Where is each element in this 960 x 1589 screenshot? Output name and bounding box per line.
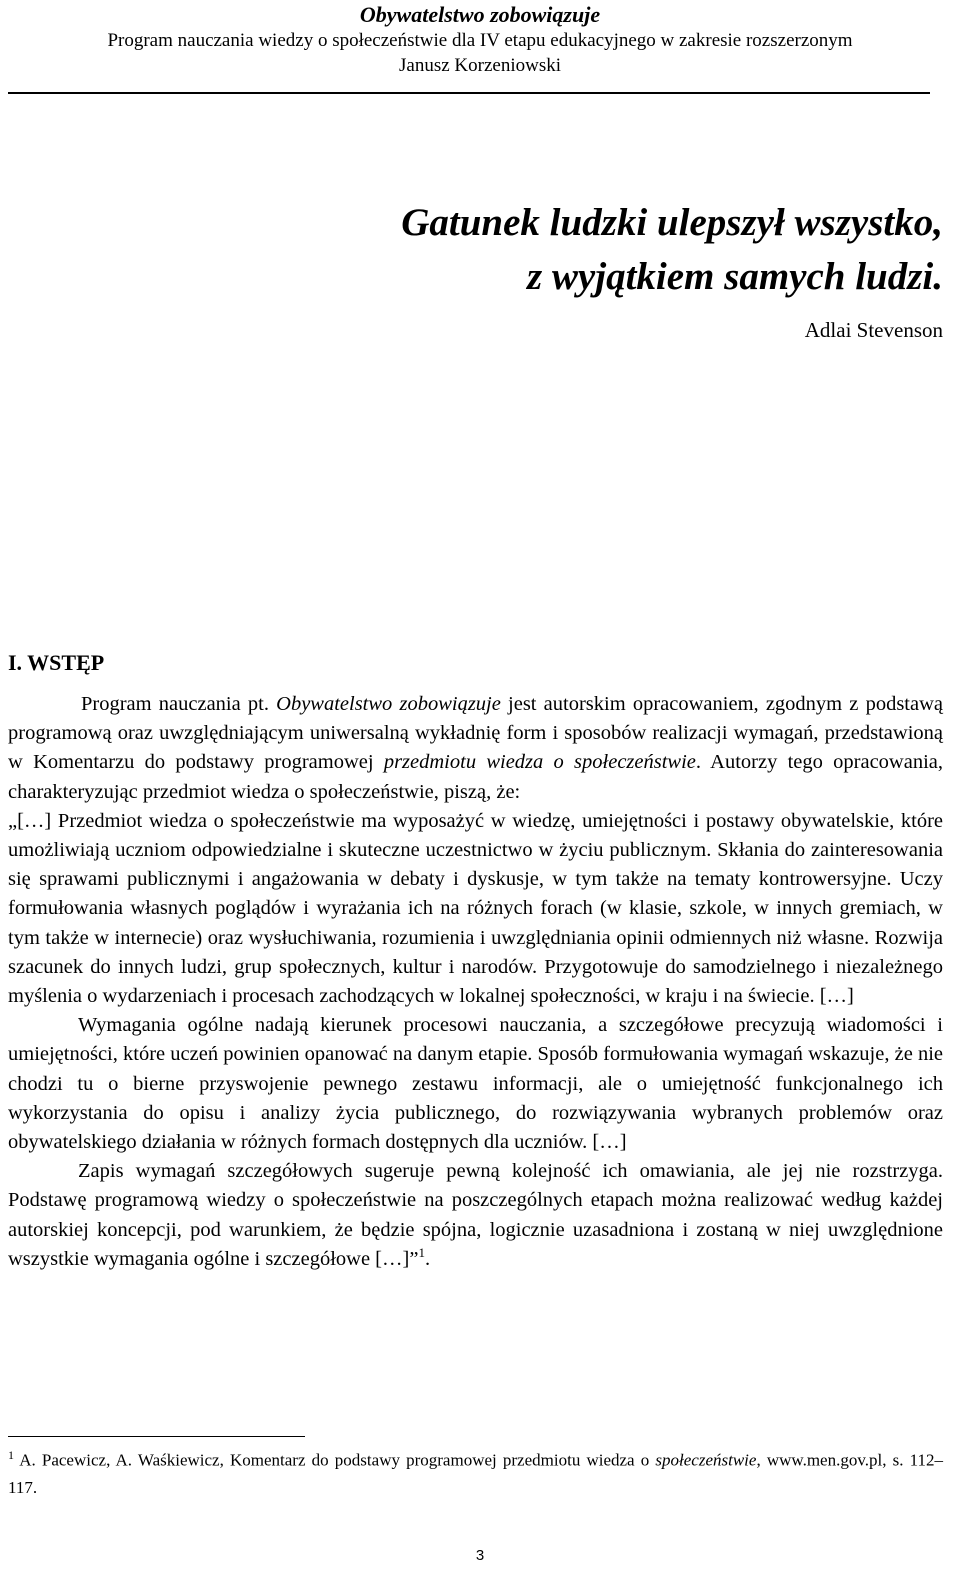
- document-subtitle: Program nauczania wiedzy o społeczeństwie dla IV etapu edukacyjnego w zakresie rozszerzonym: [107, 30, 853, 51]
- paragraph-intro: [8, 690, 943, 807]
- paragraph-requirements: Wymagania ogólne nadają kierunek procesowi nauczania, a szczegółowe precyzują wiadomości i umiejętności, które uczeń powinien opanować na danym etapie. Sposób formułowania wymagań wskazuje, że nie chodzi tu o bierne przyswojenie pewnego zestawu informacji, ale o umiejętność funkcjonalnego ich wykorzystania do opisu i analizy życia publicznego, do rozwiązywania wybranych problemów oraz obywatelskiego działania w różnych formach dostępnych dla uczniów. […]: [8, 1014, 943, 1154]
- footnote-text-start: A. Pacewicz, A. Waśkiewicz, Komentarz do podstawy programowej przedmiotu wiedza o: [14, 1450, 656, 1470]
- paragraph-detailed: [8, 1157, 943, 1274]
- intro-end: . Autorzy tego opracowania, charakteryzując przedmiot wiedza o społeczeństwie, piszą, że:: [8, 751, 943, 803]
- intro-start: Program nauczania pt.: [81, 693, 277, 715]
- motto-author: Adlai Stevenson: [804, 318, 943, 342]
- subject-name: przedmiotu wiedza o społeczeństwie: [383, 751, 696, 774]
- header-rule: [8, 92, 930, 94]
- program-title: Obywatelstwo zobowiązuje: [276, 693, 501, 715]
- page-number: 3: [475, 1547, 485, 1564]
- body-text: [8, 690, 943, 1274]
- paragraph-quote: „[…] Przedmiot wiedza o społeczeństwie ma wyposażyć w wiedzę, umiejętności i postawy obywatelskie, które umożliwiają uczniom odpowiedzialne i skuteczne uczestnictwo w życiu publicznym. Skłania do zainteresowania się sprawami publicznymi i angażowania w debaty i dyskusje, w tym także na tematy kontrowersyjne. Uczy formułowania własnych poglądów i wyrażania ich na różnych forach (w klasie, szkole, w innych gremiach, w tym także w internecie) oraz wysłuchiwania, rozumienia i uwzględniania opinii odmiennych niż własne. Rozwija szacunek do innych ludzi, grup społecznych, kultur i narodów. Przygotowuje do samodzielnego i niezależnego myślenia o wydarzeniach i procesach zachodzących w lokalnej społeczności, w kraju i na świecie. […]: [8, 809, 943, 1008]
- document-title: Obywatelstwo zobowiązuje: [359, 2, 601, 27]
- detailed-end: .: [424, 1247, 431, 1270]
- intro-middle: jest autorskim opracowaniem, zgodnym z podstawą programową oraz uwzględniającym uniwersalną wykładnię form i sposobów realizacji wymagań, przedstawioną w Komentarzu do podstawy programowej: [8, 693, 943, 774]
- motto: [401, 196, 943, 304]
- footnote: [8, 1442, 943, 1501]
- document-author: Janusz Korzeniowski: [399, 55, 561, 76]
- footnote-text-end: , www.men.gov.pl, s. 112–117.: [8, 1450, 943, 1497]
- footnote-rule: [8, 1436, 305, 1437]
- section-heading: I. WSTĘP: [8, 650, 105, 675]
- motto-line-2: z wyjątkiem samych ludzi.: [526, 255, 943, 298]
- detailed-text: Zapis wymagań szczegółowych sugeruje pewną kolejność ich omawiania, ale jej nie rozstrzyga. Podstawę programową wiedzy o społeczeństwie na poszczególnych etapach można realizować według każdej autorskiej koncepcji, pod warunkiem, że będzie spójna, logicznie uzasadniona i zostaną w niej uwzględnione wszystkie wymagania ogólne i szczegółowe […]”: [8, 1160, 943, 1270]
- footnote-number: 1: [8, 1448, 14, 1462]
- footnote-reference[interactable]: 1: [418, 1245, 425, 1261]
- motto-line-1: Gatunek ludzki ulepszył wszystko,: [401, 201, 943, 244]
- footnote-text-italic: społeczeństwie: [655, 1450, 757, 1470]
